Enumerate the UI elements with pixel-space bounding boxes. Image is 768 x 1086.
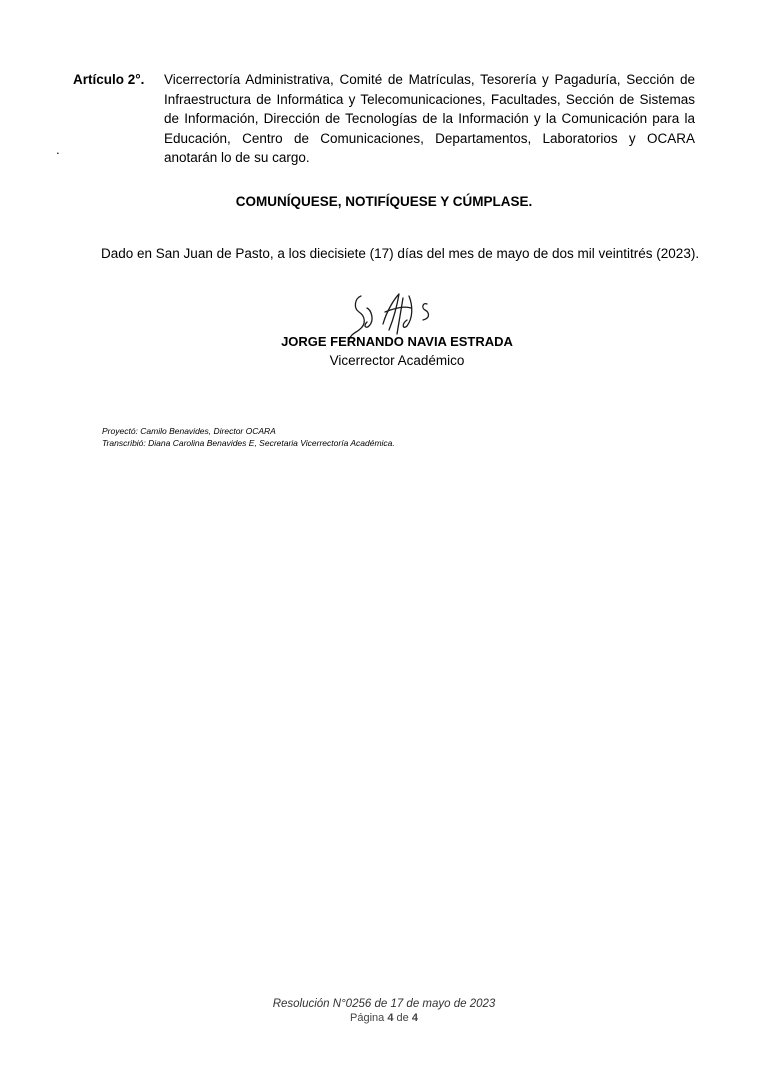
date-place-line: Dado en San Juan de Pasto, a los diecisiete (17) días del mes de mayo de dos mil veintitrés (2023).	[101, 246, 700, 261]
page-number	[0, 1011, 768, 1025]
stray-mark: .	[56, 142, 60, 157]
page-current: 4	[387, 1012, 394, 1024]
page-prefix: Página	[350, 1012, 388, 1024]
article-label: Artículo 2°.	[73, 72, 145, 87]
drafting-credits	[102, 425, 395, 449]
projected-by: Proyectó: Camilo Benavides, Director OCARA	[102, 426, 276, 436]
transcribed-by: Transcribió: Diana Carolina Benavides E, Secretaria Vicerrectoría Académica.	[102, 438, 395, 448]
signer-title: Vicerrector Académico	[329, 353, 465, 368]
closing-formula: COMUNÍQUESE, NOTIFÍQUESE Y CÚMPLASE.	[235, 194, 533, 209]
article-text: Vicerrectoría Administrativa, Comité de Matrículas, Tesorería y Pagaduría, Sección de Infraestructura de Informática y Telecomunicaciones, Facultades, Sección de Sistemas de Información, Dirección de Tecnologías de la Información y la Comunicación para la Educación, Centro de Comunicaciones, Departamentos, Laboratorios y OCARA anotarán lo de su cargo.	[164, 72, 695, 165]
signer-name: JORGE FERNANDO NAVIA ESTRADA	[281, 334, 513, 349]
page-footer	[0, 997, 768, 1025]
page-of: de	[393, 1012, 412, 1024]
resolution-reference: Resolución N°0256 de 17 de mayo de 2023	[272, 998, 496, 1010]
page-total: 4	[411, 1012, 418, 1024]
